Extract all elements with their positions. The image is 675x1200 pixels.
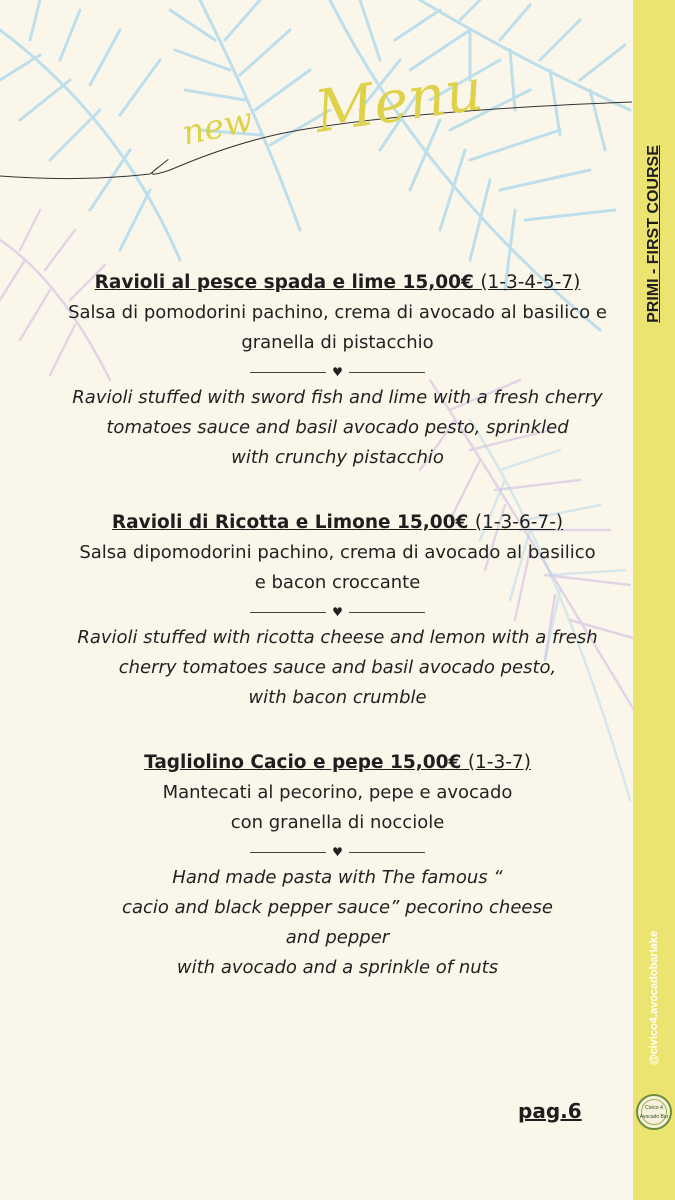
dish-2-description-en: Ravioli stuffed with ricotta cheese and lemon with a fresh cherry tomatoes sauce and basil avocado pesto, with bacon crumble	[77, 627, 598, 708]
dish-2-title	[0, 508, 675, 538]
dish-1-divider	[250, 363, 425, 381]
sidebar	[633, 0, 675, 1200]
page-number: pag.6	[518, 1099, 582, 1123]
logo-text-top: Civico 4	[645, 1105, 663, 1111]
social-handle[interactable]	[637, 900, 671, 1096]
dish-1-name-price: Ravioli al pesce spada e lime 15,00€	[94, 272, 474, 293]
heart-icon: ♥	[332, 845, 343, 859]
dish-2-divider	[250, 603, 425, 621]
dish-2	[0, 508, 675, 713]
dish-3-title	[0, 748, 675, 778]
section-title-text: PRIMI - FIRST COURSE	[645, 145, 662, 323]
dish-1-description-en: Ravioli stuffed with sword fish and lime with a fresh cherry tomatoes sauce and basil avocado pesto, sprinkled with crunchy pistacchio	[72, 387, 603, 468]
dish-3-description-it: Mantecati al pecorino, pepe e avocado con granella di nocciole	[162, 782, 513, 833]
dish-3	[0, 748, 675, 983]
title-word-menu: Menu	[310, 55, 487, 146]
dish-1-description-it: Salsa di pomodorini pachino, crema di avocado al basilico e granella di pistacchio	[68, 302, 607, 353]
dish-3-name-price: Tagliolino Cacio e pepe 15,00€	[144, 752, 462, 773]
logo	[636, 1094, 672, 1130]
menu-title	[0, 40, 632, 200]
heart-icon: ♥	[332, 605, 343, 619]
logo-text-bottom: Avocado Bar	[639, 1114, 669, 1120]
social-handle-text: @civico4.avocadobarlake	[648, 930, 660, 1066]
dish-2-allergens: (1-3-6-7-)	[474, 512, 564, 533]
dish-3-allergens: (1-3-7)	[467, 752, 531, 773]
heart-icon: ♥	[332, 365, 343, 379]
dish-2-description-it: Salsa dipomodorini pachino, crema di avocado al basilico e bacon croccante	[79, 542, 596, 593]
dish-2-name-price: Ravioli di Ricotta e Limone 15,00€	[111, 512, 469, 533]
title-word-new: new	[178, 99, 257, 154]
dish-1-allergens: (1-3-4-5-7)	[480, 272, 581, 293]
dish-1-title	[0, 268, 675, 298]
dish-1	[0, 268, 675, 473]
section-title	[637, 124, 671, 344]
dish-3-divider	[250, 843, 425, 861]
dish-3-description-en: Hand made pasta with The famous “ cacio and black pepper sauce” pecorino cheese and pepper with avocado and a sprinkle of nuts	[122, 867, 553, 978]
